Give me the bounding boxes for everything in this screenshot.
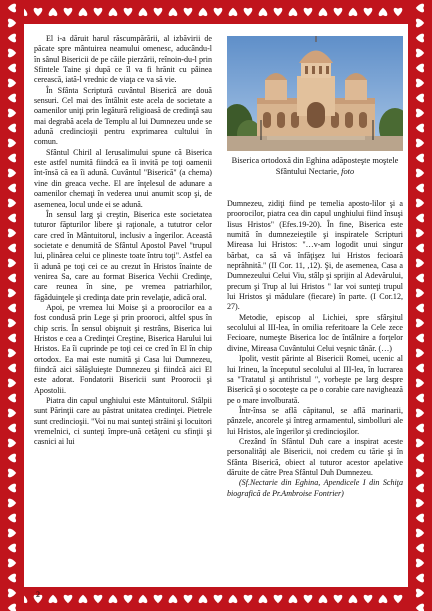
- page-number: 2: [36, 590, 40, 599]
- paragraph: Piatra din capul unghiului este Mântuitorul. Stâlpii sunt Părinţii care au păstrat unitatea credinţei. Pietrele sunt credincioşii. "Voi nu mai sunteţi străini şi locuitori vremelnici, ci sunteţi împre-ună cetăţeni cu sfinţii şi casnici ai lui: [34, 396, 212, 447]
- photo-caption: [227, 156, 403, 177]
- caption-text: Biserica ortodoxă din Eghina adăposteşte moştele Sfântului Nectarie,: [231, 156, 399, 176]
- page-frame: [24, 24, 408, 599]
- decorative-border-left: [0, 0, 24, 611]
- paragraph: Ipolit, vestit părinte al Bisericii Romei, ucenic al lui Irineu, la începutul secolului al III-lea, în lucrarea sa "Tratatul şi antihristul ", vorbeşte pe larg despre Biserică şi o socoteşte ca pe o corabie care navighează pe o mare involburată.: [227, 354, 403, 405]
- decorative-border-bottom: [0, 587, 432, 611]
- paragraph: Dumnezeu, zidiţi fiind pe temelia aposto-lilor şi a proorocilor, piatra cea din capul unghiului fiind însuşi Iisus Hristos" (Efes.19-20). În fine, Biserica este numită în dumnezeieştile şi inspiratele Scripturi Mireasa lui Hristos: "…v-am logodit unui singur bărbat, ca să vă înfăţişez lui Hristos fecioară neprăhnită." (II Cor. 11, ,12). Şi, de asemenea, Casa a Dumnezeului Celui Viu, stâlp şi sprijin al Adevărului, precum şi Trup al lui Hristos " Iar voi sunteţi trupul lui Hristos şi mădulare (fiecare) în parte. (I Cor.12, 27).: [227, 199, 403, 312]
- source-citation: (Sf.Nectarie din Eghina, Apendicele I din Schiţa biografică de Pr.Ambroise Fontrier): [227, 478, 403, 498]
- paragraph: Crezând în Sfântul Duh care a inspirat aceste personalităţi ale Bisericii, noi credem cu tărie şi în Sfânta Biserică, obiect al tuturor acestor apelative dăruite de către Prea Sfântul Duh Dumnezeu.: [227, 436, 403, 477]
- caption-foto: foto: [341, 166, 355, 176]
- paragraph: Metodie, episcop al Lichiei, spre sfârşitul secolului al III-lea, în omilia referitoare la Cele zece Fecioare, numeşte Biserica loc de întâlnire a forţelor divine, Mireasa Cuvântului Celui veşnic tânăr. (…): [227, 312, 403, 353]
- right-text-column: [227, 199, 403, 499]
- paragraph: Într-însa se află căpitanul, se află marinarii, pânzele, ancorele şi întreg armamentul, simbolluri ale lui Hristos, ale îngerilor şi credincioşilor.: [227, 405, 403, 436]
- paragraph: Sfântul Chiril al Ierusalimului spune că Biserica este astfel numită fiindcă ea îi invită pe toţi oamenii înt-însă că ea îi adună. Cuvântul "Biserică" (a chema) vine din greaca veche. El are înţelesul de adunare a oamenilor chemaţi în vederea unui anumit scop şi, de asemenea, locul unde ei se adună.: [34, 147, 212, 209]
- paragraph: Apoi, pe vremea lui Moise şi a proorocilor ea a fost condusă prin Lege şi prin prooroci, altfel spus în chip scris. În sensul obişnuit şi restrâns, Biserica lui Hristos e cea a Credinţei Creştine, Biserica Harului lui Hristos. Ea îi cuprinde pe toţi cei ce cred în El în chip ortodox. Ea mai este numită şi Casa lui Dumnezeu, fiindcă aici sălăşluieşte Dumnezeu şi fiindcă aici El este adorat. Fondatorii Bisericii sunt Proorocii şi Apostolii.: [34, 302, 212, 395]
- paragraph: În sensul larg şi creştin, Biserica este societatea tuturor făpturilor libere şi raţionale, a tututror celor care cred în Mântuitorul, inclusiv a îngerilor. Această societate e denumită de Sfântul Apostol Pavel "trupul lui, plinărea celui ce plineste toate întru toţi". Astfel ea îi adună pe toţi cei ce au crezut în Hristos înainte de venirea Sa, care au format Biserica Vechii Credinţe, care reunea în sine, pe vremea patriarhilor, făgăduinţele şi credinţa date prin revelaţie, adică oral.: [34, 209, 212, 302]
- decorative-border-top: [0, 0, 432, 24]
- decorative-border-right: [408, 0, 432, 611]
- paragraph: El i-a dăruit harul răscumpărării, al izbăvirii de păcate spre mântuirea neamului omenesc, aducându-l în sânul Bisericii de pe căile pierzării, reînoin-du-l prin Sfintele Taine şi după ce îl va fi hrănit cu pâinea cerească, iată-l vrednic de viaţa ce va să vie.: [34, 34, 212, 85]
- left-text-column: [34, 34, 212, 448]
- church-photo: [227, 36, 403, 151]
- paragraph: În Sfânta Scriptură cuvântul Biserică are două sensuri. Cel mai des întâlnit este acela de societate a oamenilor uniţi prin legătură religioasă de credinţă sau mai degrabă acela de Templu al lui Dumnezeu unde se adună credincioşii pentru exprimarea cultului în comun.: [34, 85, 212, 147]
